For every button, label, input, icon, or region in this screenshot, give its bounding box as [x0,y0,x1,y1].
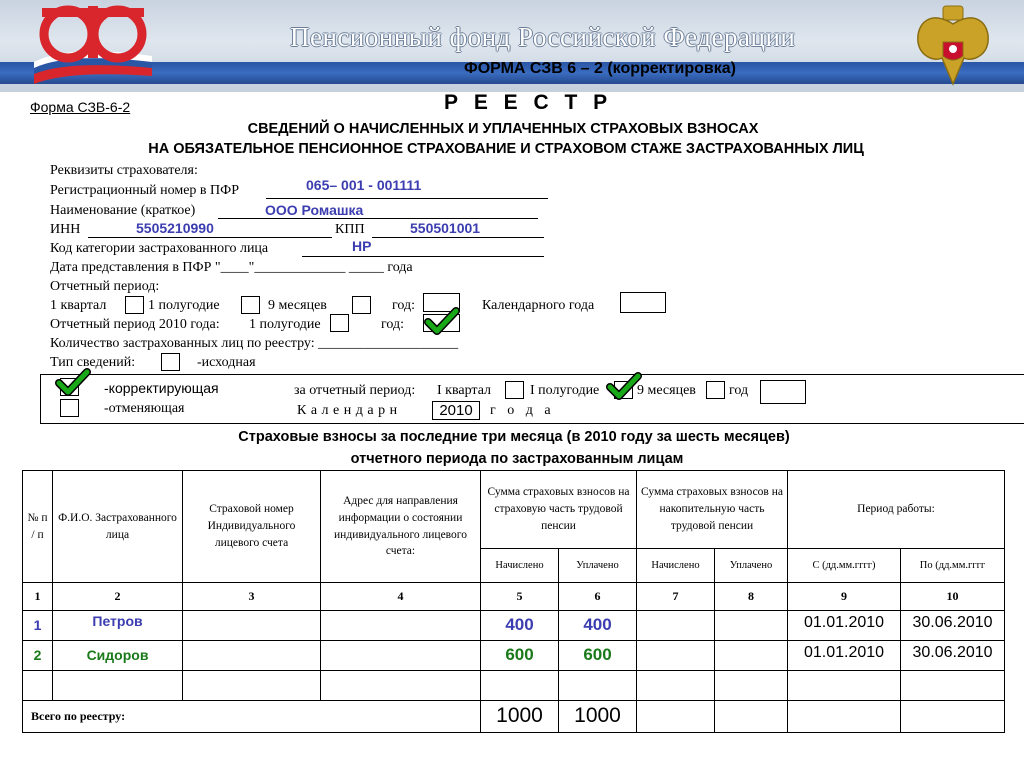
form-code: Форма СЗВ-6-2 [30,99,131,115]
total-label: Всего по реестру: [23,701,481,733]
header-accrued: Начислено [637,549,715,583]
col-number: 3 [183,583,321,611]
row-num[interactable]: 1 [23,611,53,641]
row-funded-accrued[interactable] [637,671,715,701]
checkmark-icon [424,306,460,336]
row-snils[interactable] [183,641,321,671]
kpp-label: КПП [335,222,365,237]
row-to[interactable] [901,671,1005,701]
header-snils: Страховой номер Индивидуального лицевого счета [183,471,321,583]
for-period-label: за отчетный период: [294,383,416,398]
col-number: 6 [559,583,637,611]
period2010-h1-checkbox[interactable] [330,314,349,332]
checkmark-icon [55,367,91,397]
period-label: Отчетный период: [50,279,160,294]
period2010-h1-label: 1 полугодие [249,317,321,332]
col-number: 4 [321,583,481,611]
period-h1-label: 1 полугодие [148,298,220,313]
for-year-field[interactable] [760,380,806,404]
row-snils[interactable] [183,611,321,641]
header-from: С (дд.мм.гггг) [788,549,901,583]
row-address[interactable] [321,671,481,701]
type-label: Тип сведений: [50,355,136,370]
coat-of-arms-icon [912,2,994,90]
registry-title: Р Е Е С Т Р [444,91,613,114]
section-title-1: Страховые взносы за последние три месяца (в 2010 году за шесть месяцев) [238,429,790,445]
table-row [23,671,1005,701]
pfr-logo [28,4,158,84]
row-name[interactable]: Петров [53,611,183,641]
period-q1-checkbox[interactable] [125,296,144,314]
kpp-line [372,237,544,238]
header-accrued: Начислено [481,549,559,583]
period-year-label: год: [392,298,416,313]
row-accrued[interactable] [481,671,559,701]
for-9m-checkbox[interactable] [706,381,725,399]
col-number: 8 [715,583,788,611]
row-from[interactable] [788,671,901,701]
category-value[interactable]: НР [352,238,372,254]
row-funded-paid[interactable] [715,671,788,701]
heading-line-2: НА ОБЯЗАТЕЛЬНОЕ ПЕНСИОННОЕ СТРАХОВАНИЕ И СТРАХОВОМ СТАЖЕ ЗАСТРАХОВАННЫХ ЛИЦ [148,141,864,157]
row-paid[interactable]: 400 [559,611,637,641]
header-work-period: Период работы: [788,471,1005,549]
col-number: 7 [637,583,715,611]
insured-count[interactable]: Количество застрахованных лиц по реестру: ____________________ [50,336,459,351]
row-funded-paid[interactable] [715,611,788,641]
header-fio: Ф.И.О. Застрахованного лица [53,471,183,583]
row-name[interactable]: Сидоров [53,641,183,671]
table-row [23,641,1005,671]
col-number: 10 [901,583,1005,611]
name-value[interactable]: ООО Ромашка [265,202,364,218]
row-accrued[interactable]: 600 [481,641,559,671]
col-number: 5 [481,583,559,611]
row-address[interactable] [321,611,481,641]
row-num[interactable]: 2 [23,641,53,671]
total-row [23,701,1005,733]
period-9m-checkbox[interactable] [352,296,371,314]
col-number: 2 [53,583,183,611]
row-snils[interactable] [183,671,321,701]
period-q1-label: 1 квартал [50,298,107,313]
header-paid: Уплачено [559,549,637,583]
row-name[interactable] [53,671,183,701]
total-funded-paid[interactable] [715,701,788,733]
heading-line-1: СВЕДЕНИЙ О НАЧИСЛЕННЫХ И УПЛАЧЕННЫХ СТРАХОВЫХ ВЗНОСАХ [247,121,759,137]
category-line [302,256,544,257]
header-address: Адрес для направления информации о состоянии индивидуального лицевого счета: [321,471,481,583]
type-correcting-label: -корректирующая [104,380,219,396]
type-original-label: -исходная [197,355,256,370]
total-paid[interactable]: 1000 [559,701,637,733]
type-original-checkbox[interactable] [161,353,180,371]
row-from[interactable]: 01.01.2010 [788,611,901,641]
period2010-year-label: год: [381,317,405,332]
row-num[interactable] [23,671,53,701]
header-to: По (дд.мм.гггг [901,549,1005,583]
table-row [23,611,1005,641]
registry-table [22,470,1005,733]
row-funded-paid[interactable] [715,641,788,671]
calendar-year-field[interactable]: 2010 [432,401,480,420]
name-line [218,218,538,219]
col-number: 9 [788,583,901,611]
row-address[interactable] [321,641,481,671]
for-year-label: год [729,383,749,398]
reg-number-label: Регистрационный номер в ПФР [50,183,239,198]
total-to [901,701,1005,733]
period-h1-checkbox[interactable] [241,296,260,314]
total-accrued[interactable]: 1000 [481,701,559,733]
inn-label: ИНН [50,222,81,237]
for-q1-label: I квартал [437,383,492,398]
submission-date[interactable]: Дата представления в ПФР "____"_____________ _____ года [50,260,413,275]
type-cancelling-label: -отменяющая [104,401,185,416]
header-num: № п / п [23,471,53,583]
category-label: Код категории застрахованного лица [50,241,269,256]
row-to[interactable]: 30.06.2010 [901,611,1005,641]
type-cancelling-checkbox[interactable] [60,399,79,417]
inn-value[interactable]: 5505210990 [136,220,214,236]
inn-line [88,237,332,238]
period-9m-label: 9 месяцев [268,298,327,313]
row-accrued[interactable]: 400 [481,611,559,641]
header-funded-sum: Сумма страховых взносов на накопительную часть трудовой пенсии [637,471,788,549]
row-paid[interactable] [559,671,637,701]
period-calendar-field[interactable] [620,292,666,313]
reg-number-line [266,198,548,199]
total-funded-accrued[interactable] [637,701,715,733]
header-paid: Уплачено [715,549,788,583]
row-paid[interactable]: 600 [559,641,637,671]
period2010-label: Отчетный период 2010 года: [50,317,220,332]
total-from [788,701,901,733]
header-insurance-sum: Сумма страховых взносов на страховую часть трудовой пенсии [481,471,637,549]
reg-number-value[interactable]: 065– 001 - 001111 [306,177,422,193]
col-number: 1 [23,583,53,611]
name-label: Наименование (краткое) [50,203,196,218]
for-9m-label: 9 месяцев [637,383,696,398]
form-title: ФОРМА СЗВ 6 – 2 (корректировка) [464,60,736,77]
period-calendar-label: Календарного года [482,298,595,313]
calendar-year-label: К а л е н д а р н [297,403,398,418]
kpp-value[interactable]: 550501001 [410,220,481,236]
calendar-year-suffix: г о д а [490,403,555,418]
for-q1-checkbox[interactable] [505,381,524,399]
requisites-label: Реквизиты страхователя: [50,163,198,178]
row-funded-accrued[interactable] [637,641,715,671]
row-to[interactable]: 30.06.2010 [901,641,1005,671]
section-title-2: отчетного периода по застрахованным лицам [350,451,684,467]
row-funded-accrued[interactable] [637,611,715,641]
row-from[interactable]: 01.01.2010 [788,641,901,671]
for-h1-label: I полугодие [530,383,600,398]
banner-title: Пенсионный фонд Российской Федерации [290,22,796,52]
